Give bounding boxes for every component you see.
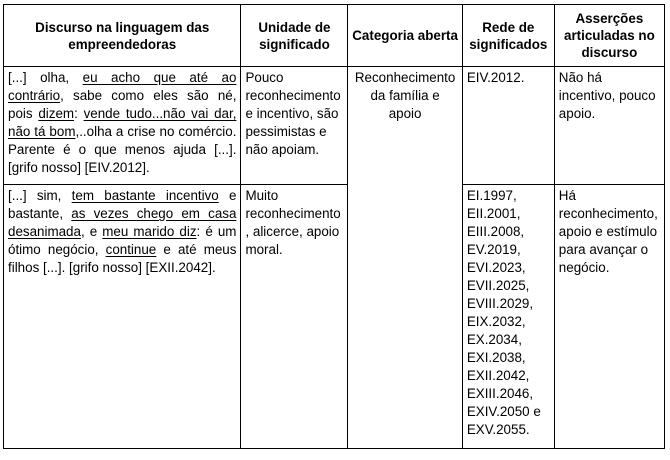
table-row: [4, 185, 665, 449]
rede-item: EXV.2055.: [466, 422, 530, 437]
rede-cell: [462, 67, 554, 185]
rede-item: EXIII.2046,: [466, 386, 534, 401]
header-unidade: Unidade de significado: [241, 5, 348, 67]
rede-item: EVI.2023,: [466, 260, 526, 275]
discurso-underlined-text: meu marido diz: [102, 224, 197, 239]
header-discurso: Discurso na linguagem das empreendedoras: [4, 5, 241, 67]
table-container: [3, 4, 665, 449]
research-table: [3, 4, 665, 449]
rede-item: EVIII.2029,: [466, 296, 534, 311]
discurso-text: :: [74, 106, 84, 121]
rede-item: EX.2034,: [466, 332, 522, 347]
unidade-cell: Pouco reconhecimento e incentivo, são pessimistas e não apoiam.: [241, 67, 348, 185]
assercoes-cell: Há reconhecimento, apoio e estímulo para avançar o negócio.: [554, 185, 664, 449]
discurso-text: [...] olha,: [8, 70, 83, 85]
discurso-underlined-text: vende tudo...não vai dar, não tá bom: [8, 106, 237, 139]
header-categoria: Categoria aberta: [348, 5, 462, 67]
discurso-cell: [4, 185, 241, 449]
discurso-text: e bastante,: [8, 188, 237, 221]
rede-item: EII.2001,: [466, 206, 521, 221]
discurso-text: , sabe como eles são né, pois: [8, 88, 237, 121]
rede-item: EIII.2008,: [466, 224, 525, 239]
rede-item: EVII.2025,: [466, 278, 530, 293]
unidade-cell: Muito reconhecimento, alicerce, apoio moral.: [241, 185, 348, 449]
header-assercoes: Asserções articuladas no discurso: [554, 5, 664, 67]
discurso-underlined-text: dizem: [38, 106, 75, 121]
discurso-underlined-text: as vezes chego em casa desanimada: [8, 206, 237, 239]
rede-item: EV.2019,: [466, 242, 521, 257]
rede-cell: [462, 185, 554, 449]
categoria-cell: Reconhecimento da família e apoio: [348, 67, 462, 449]
discurso-underlined-text: continue: [105, 242, 157, 257]
discurso-text: , e: [80, 224, 103, 239]
rede-item: EXI.2038,: [466, 350, 526, 365]
rede-item: EXIV.2050 e: [466, 404, 541, 419]
discurso-text: ,..olha a crise no comércio. Parente é o que menos ajuda [...]. [grifo nosso] [EIV.2012].: [8, 124, 237, 175]
rede-item: EI.1997,: [466, 188, 517, 203]
rede-item: EXII.2042,: [466, 368, 530, 383]
assercoes-cell: Não há incentivo, pouco apoio.: [554, 67, 664, 185]
discurso-cell: [4, 67, 241, 185]
rede-item: EIX.2032,: [466, 314, 526, 329]
table-row: [4, 67, 665, 185]
discurso-text: : é um ótimo negócio,: [8, 224, 237, 257]
discurso-text: [...] sim,: [8, 188, 72, 203]
header-rede: Rede de significados: [462, 5, 554, 67]
discurso-underlined-text: tem bastante incentivo: [71, 188, 219, 203]
discurso-text: e até meus filhos [...]. [grifo nosso] [EXII.2042].: [8, 242, 237, 275]
table-header-row: [4, 5, 665, 67]
discurso-underlined-text: eu acho que até ao contrário: [8, 70, 237, 103]
rede-item: EIV.2012.: [466, 70, 525, 85]
